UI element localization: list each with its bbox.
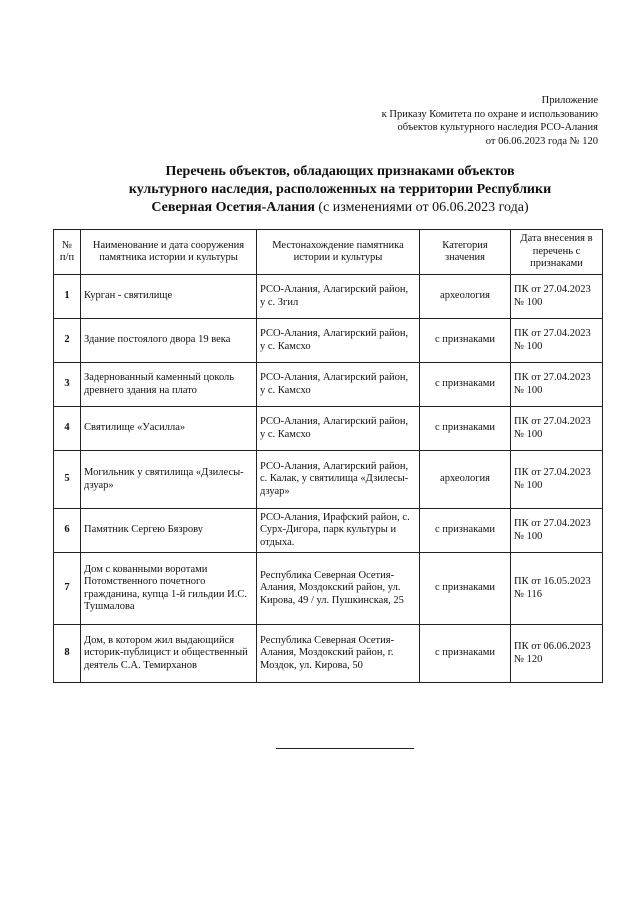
table-row — [54, 319, 603, 363]
table-header-row — [54, 230, 603, 275]
cell-location: РСО-Алания, Алагирский район, у с. Камсхо — [257, 407, 420, 451]
cell-name: Дом, в котором жил выдающийся историк-публицист и общественный деятель С.А. Темирханов — [81, 625, 257, 683]
cell-name: Могильник у святилища «Дзилесы-дзуар» — [81, 451, 257, 509]
cell-num: 6 — [54, 509, 81, 553]
cell-name: Дом с кованными воротами Потомственного почетного гражданина, купца 1-й гильдии И.С. Тушмалова — [81, 553, 257, 625]
title-line — [60, 199, 620, 217]
table-row — [54, 553, 603, 625]
objects-table — [53, 229, 603, 683]
cell-location: РСО-Алания, Алагирский район, с. Калак, у святилища «Дзилесы-дзуар» — [257, 451, 420, 509]
appendix-line: от 06.06.2023 года № 120 — [485, 135, 598, 147]
table-row — [54, 509, 603, 553]
cell-category: с признаками — [420, 319, 511, 363]
cell-num: 7 — [54, 553, 81, 625]
cell-location: РСО-Алания, Алагирский район, у с. Камсхо — [257, 363, 420, 407]
appendix-header — [278, 94, 598, 148]
cell-name: Здание постоялого двора 19 века — [81, 319, 257, 363]
table-row — [54, 625, 603, 683]
appendix-line: к Приказу Комитета по охране и использованию — [381, 108, 598, 120]
cell-name: Курган - святилище — [81, 275, 257, 319]
cell-category: с признаками — [420, 407, 511, 451]
document-title — [60, 163, 620, 217]
cell-date: ПК от 06.06.2023 № 120 — [511, 625, 603, 683]
cell-category: археология — [420, 451, 511, 509]
header-category: Категория значения — [420, 230, 511, 275]
cell-num: 8 — [54, 625, 81, 683]
cell-name: Памятник Сергею Бязрову — [81, 509, 257, 553]
cell-category: с признаками — [420, 553, 511, 625]
cell-location: РСО-Алания, Алагирский район, у с. Згил — [257, 275, 420, 319]
cell-category: с признаками — [420, 625, 511, 683]
cell-location: Республика Северная Осетия-Алания, Моздокский район, г. Моздок, ул. Кирова, 50 — [257, 625, 420, 683]
cell-date: ПК от 27.04.2023 № 100 — [511, 363, 603, 407]
cell-num: 1 — [54, 275, 81, 319]
title-line: культурного наследия, расположенных на территории Республики — [128, 182, 552, 197]
cell-date: ПК от 27.04.2023 № 100 — [511, 509, 603, 553]
header-location: Местонахождение памятника истории и культуры — [257, 230, 420, 275]
cell-date: ПК от 27.04.2023 № 100 — [511, 407, 603, 451]
table-row — [54, 363, 603, 407]
cell-date: ПК от 16.05.2023 № 116 — [511, 553, 603, 625]
table-row — [54, 451, 603, 509]
cell-date: ПК от 27.04.2023 № 100 — [511, 275, 603, 319]
header-name: Наименование и дата сооружения памятника истории и культуры — [81, 230, 257, 275]
cell-name: Святилище «Уасилла» — [81, 407, 257, 451]
cell-num: 3 — [54, 363, 81, 407]
cell-num: 2 — [54, 319, 81, 363]
title-bold-part: Северная Осетия-Алания — [151, 200, 315, 215]
cell-category: с признаками — [420, 509, 511, 553]
table-row — [54, 275, 603, 319]
title-normal-part: (с изменениями от 06.06.2023 года) — [314, 200, 529, 215]
appendix-line: объектов культурного наследия РСО-Алания — [397, 122, 598, 133]
cell-location: Республика Северная Осетия-Алания, Моздокский район, ул. Кирова, 49 / ул. Пушкинская, 25 — [257, 553, 420, 625]
cell-category: археология — [420, 275, 511, 319]
cell-num: 5 — [54, 451, 81, 509]
cell-date: ПК от 27.04.2023 № 100 — [511, 451, 603, 509]
cell-date: ПК от 27.04.2023 № 100 — [511, 319, 603, 363]
cell-num: 4 — [54, 407, 81, 451]
cell-name: Задернованный каменный цоколь древнего здания на плато — [81, 363, 257, 407]
cell-category: с признаками — [420, 363, 511, 407]
signature-divider — [276, 748, 414, 749]
appendix-line: Приложение — [541, 95, 598, 106]
cell-location: РСО-Алания, Ирафский район, с. Сурх-Дигора, парк культуры и отдыха. — [257, 509, 420, 553]
title-line: Перечень объектов, обладающих признаками объектов — [165, 164, 515, 179]
header-num: № п/п — [54, 230, 81, 275]
table-row — [54, 407, 603, 451]
header-date: Дата внесения в перечень с признаками — [511, 230, 603, 275]
cell-location: РСО-Алания, Алагирский район, у с. Камсхо — [257, 319, 420, 363]
